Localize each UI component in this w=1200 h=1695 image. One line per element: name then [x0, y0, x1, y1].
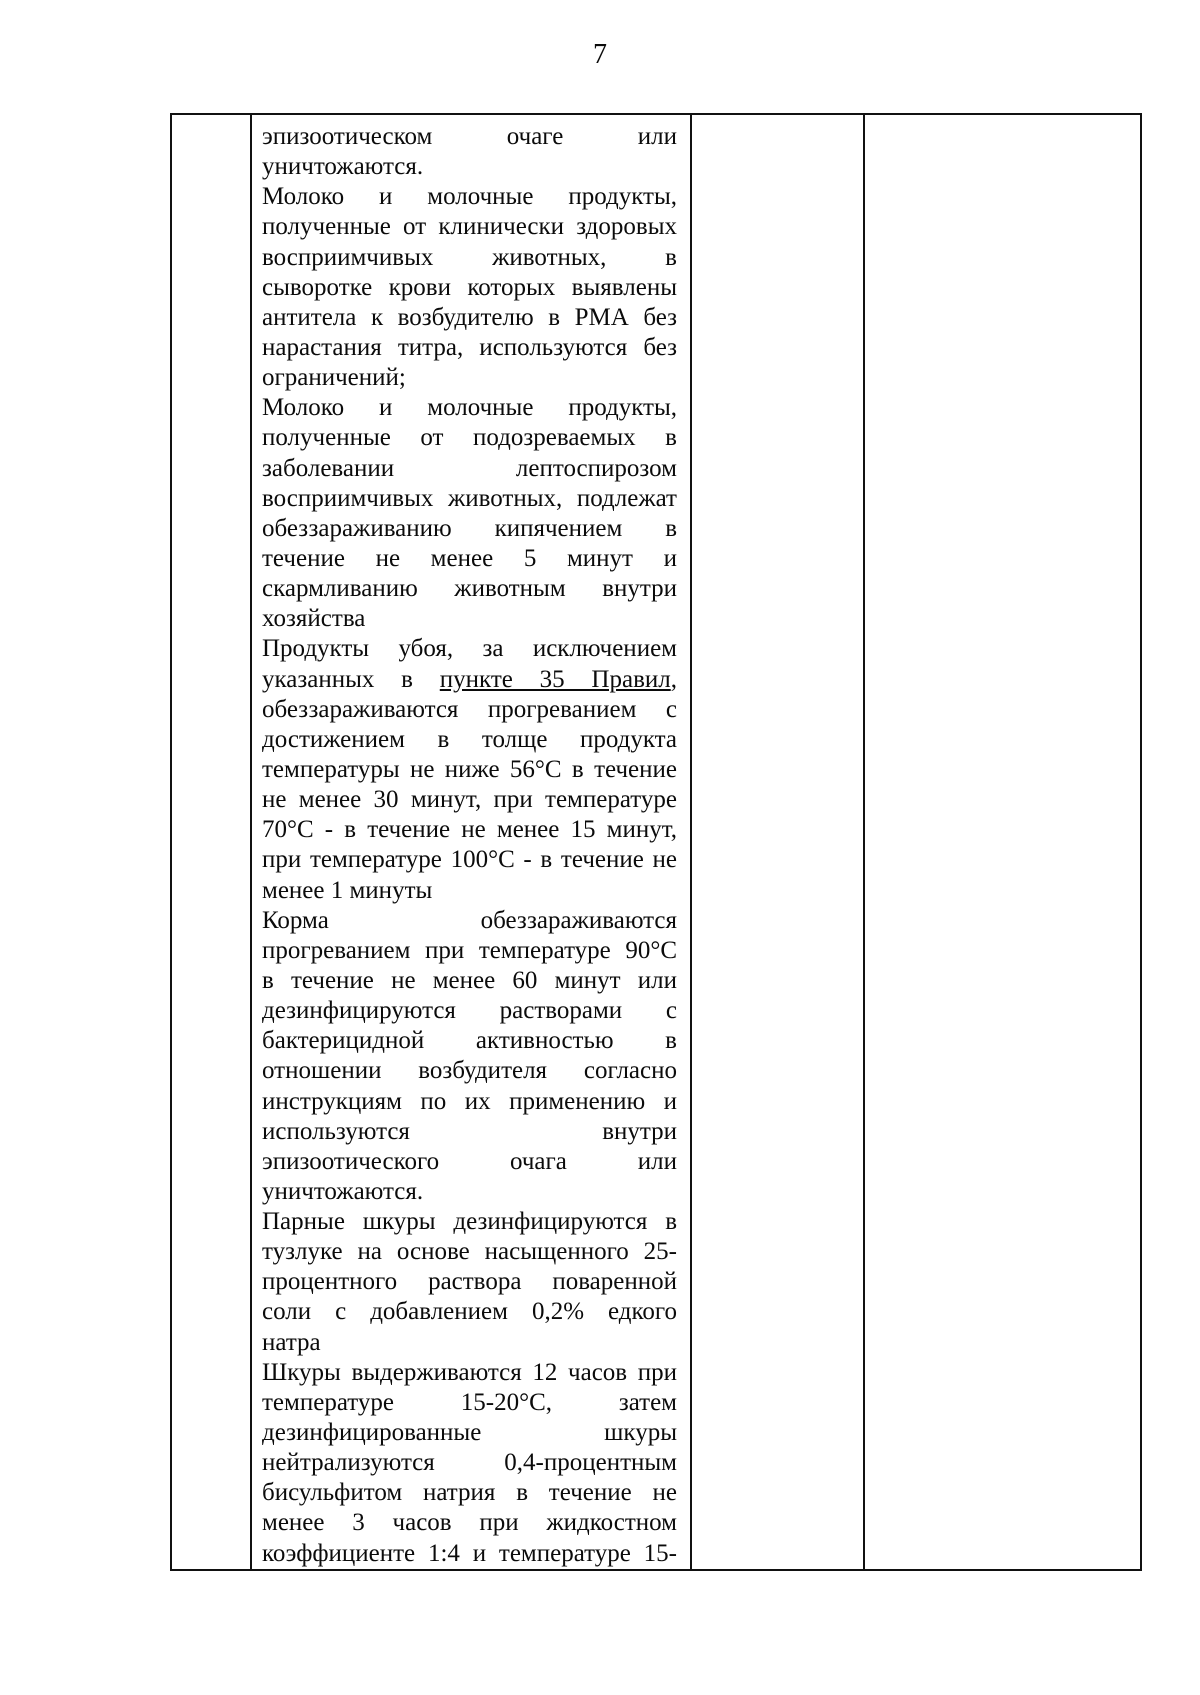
- text-line: Продукты убоя, за исключением: [262, 635, 677, 663]
- text-line: нейтрализуются 0,4-процентным: [262, 1449, 677, 1477]
- text-line: уничтожаются.: [262, 1177, 424, 1205]
- text-line: обеззараживаются прогреванием с: [262, 695, 677, 723]
- text-line: ограничений;: [262, 364, 406, 392]
- text-line: отношении возбудителя согласно: [262, 1057, 677, 1085]
- text-line: обеззараживанию кипячением в: [262, 514, 677, 542]
- text-line: натра: [262, 1328, 321, 1356]
- text-line: Корма обеззараживаются: [262, 906, 677, 934]
- text-line: тузлуке на основе насыщенного 25-: [262, 1238, 677, 1266]
- table-cell-measures: [251, 114, 691, 1570]
- text-line: полученные от подозреваемых в: [262, 424, 677, 452]
- text-line: не менее 30 минут, при температуре: [262, 786, 677, 814]
- text-line: дезинфицированные шкуры: [262, 1419, 677, 1447]
- text-line: 70°C - в течение не менее 15 минут,: [262, 816, 677, 844]
- table-cell-responsible: [864, 114, 1141, 1570]
- text-line: прогреванием при температуре 90°C: [262, 936, 677, 964]
- text-line: эпизоотическом очаге или: [262, 123, 677, 150]
- text-line: Парные шкуры дезинфицируются в: [262, 1208, 677, 1236]
- table-row: [171, 114, 1141, 1570]
- text-line: уничтожаются.: [262, 153, 424, 181]
- text-line: антитела к возбудителю в РМА без: [262, 303, 677, 331]
- text-line: полученные от клинически здоровых: [262, 213, 677, 241]
- text-fragment: указанных в: [262, 665, 440, 693]
- regulation-table: [170, 113, 1142, 1571]
- text-line: в течение не менее 60 минут или: [262, 966, 677, 994]
- text-line: восприимчивых животных, подлежат: [262, 484, 677, 512]
- text-line: Молоко и молочные продукты,: [262, 183, 677, 211]
- page-number: 7: [593, 39, 607, 70]
- text-line: инструкциям по их применению и: [262, 1087, 677, 1115]
- text-line: процентного раствора поваренной: [262, 1268, 677, 1296]
- text-line: менее 1 минуты: [262, 876, 433, 904]
- text-line: сыворотке крови которых выявлены: [262, 273, 677, 301]
- text-line: дезинфицируются растворами с: [262, 997, 677, 1025]
- text-line: Шкуры выдерживаются 12 часов при: [262, 1358, 677, 1386]
- text-line: хозяйства: [262, 605, 366, 633]
- text-line: эпизоотического очага или: [262, 1147, 677, 1175]
- text-line: течение не менее 5 минут и: [262, 544, 677, 572]
- text-line: бактерицидной активностью в: [262, 1027, 677, 1055]
- text-fragment: ,: [670, 665, 677, 693]
- table-cell-deadline: [691, 114, 864, 1570]
- text-line: коэффициенте 1:4 и температуре 15-: [262, 1539, 677, 1567]
- text-line: заболевании лептоспирозом: [262, 454, 677, 482]
- text-line: бисульфитом натрия в течение не: [262, 1479, 677, 1507]
- text-line: скармливанию животным внутри: [262, 575, 677, 603]
- text-line: достижением в толще продукта: [262, 725, 677, 753]
- text-line: [262, 665, 677, 695]
- text-line: используются внутри: [262, 1117, 677, 1145]
- text-line: при температуре 100°C - в течение не: [262, 846, 677, 874]
- text-line: менее 3 часов при жидкостном: [262, 1509, 677, 1537]
- text-line: соли с добавлением 0,2% едкого: [262, 1298, 677, 1326]
- table-cell-number: [171, 114, 251, 1570]
- text-line: нарастания титра, используются без: [262, 333, 677, 361]
- measures-text: [252, 115, 690, 1569]
- text-line: восприимчивых животных, в: [262, 243, 677, 271]
- text-line: Молоко и молочные продукты,: [262, 394, 677, 422]
- text-line: температуре 15-20°C, затем: [262, 1388, 677, 1416]
- rule-reference-link[interactable]: пункте 35 Правил: [439, 665, 671, 693]
- text-line: температуры не ниже 56°C в течение: [262, 755, 677, 783]
